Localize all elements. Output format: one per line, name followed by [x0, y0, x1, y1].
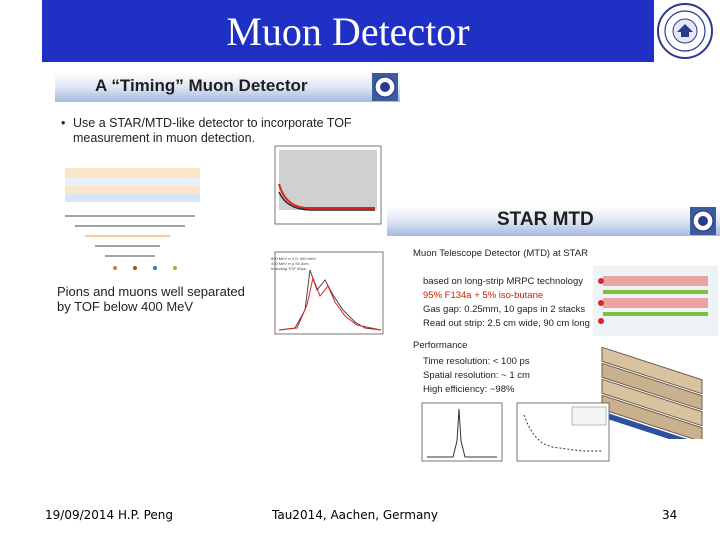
mtd-heading: STAR MTD [497, 209, 594, 230]
separation-note: Pions and muons well separated by TOF below 400 MeV [57, 284, 245, 314]
mtd-heading-bar [387, 206, 720, 236]
panel-heading: A “Timing” Muon Detector [95, 76, 308, 95]
mtd-sub-bullet: Spatial resolution: ~ 1 cm [423, 370, 530, 381]
mtd-sub-bullet: Gas gap: 0.25mm, 10 gaps in 2 stacks [423, 304, 586, 315]
footer-page-number: 34 [662, 508, 678, 522]
mtd-sub-bullet: Read out strip: 2.5 cm wide, 90 cm long [423, 318, 590, 329]
footer-date-author: 19/09/2014 H.P. Peng [45, 508, 174, 522]
legend-entry: Including TOF 50ps [271, 266, 306, 271]
mtd-sub-bullet: 95% F134a + 5% iso-butane [423, 290, 544, 301]
histogram-legend [271, 256, 327, 271]
mtd-sub-bullet: based on long-strip MRPC technology [423, 276, 584, 287]
mtd-bullet: Performance [413, 340, 468, 351]
panel-bullet: • Use a STAR/MTD-like detector to incorporate TOF measurement in muon detection. [73, 116, 373, 146]
mtd-sub-bullet: High efficiency: ~98% [423, 384, 515, 395]
mrpc-schematic-diagram [593, 266, 718, 336]
slide-title: Muon Detector [226, 9, 470, 54]
legend-entry: 470 MeV π μ 50.5cm [271, 261, 309, 266]
mtd-sub-bullet: Time resolution: < 100 ps [423, 356, 530, 367]
detector-layers-diagram [65, 156, 215, 276]
legend-entry: 800 MeV π 2.0: 400 MeV [271, 256, 316, 261]
time-resolution-plot [417, 401, 507, 466]
efficiency-plot [512, 401, 612, 466]
star-mtd-panel [387, 206, 720, 466]
timing-muon-panel [55, 72, 400, 347]
title-bar [42, 0, 654, 62]
footer-conference: Tau2014, Aachen, Germany [272, 508, 439, 522]
mtd-bullet: Muon Telescope Detector (MTD) at STAR [413, 248, 588, 259]
panel-heading-bar [55, 72, 400, 102]
university-seal-icon [654, 2, 716, 60]
seal-small-icon [372, 73, 398, 101]
tof-scatter-plot [265, 144, 385, 234]
seal-small-icon [690, 207, 716, 235]
